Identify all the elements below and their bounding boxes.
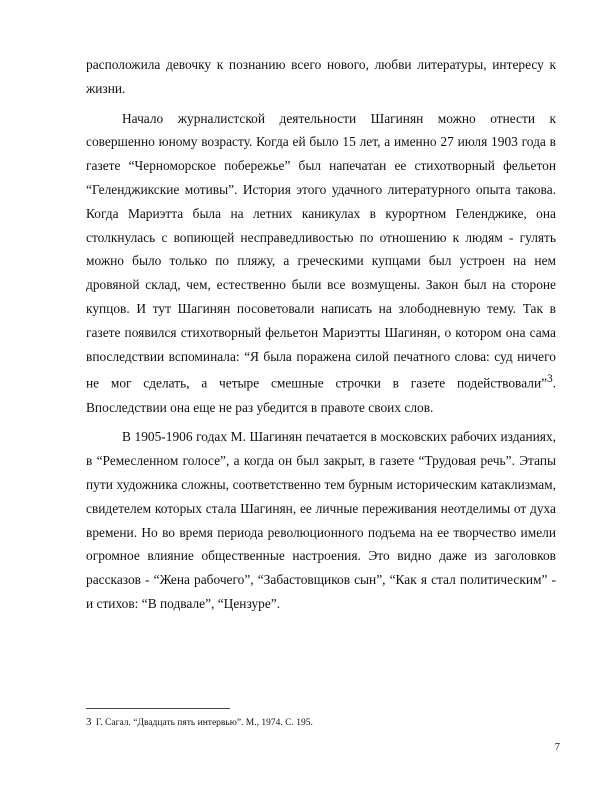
footnote-text: Г. Сагал. “Двадцать пять интервью”. М., 1974. С. 195.: [95, 718, 313, 728]
page-number: 7: [554, 742, 560, 753]
body-text: [86, 53, 556, 622]
footnote-separator: [86, 708, 230, 709]
paragraph-continuation: расположила девочку к познанию всего нового, любви литературы, интересу к жизни.: [86, 57, 556, 96]
paragraph-journalism-text: Начало журналистской деятельности Шагинян можно отнести к совершенно юному возрасту. Когда ей было 15 лет, а именно 27 июля 1903 года в газете “Черноморское побережье” был напечатан ее стихотворный фельетон “Геленджикские мотивы”. История этого удачного литературного опыта такова. Когда Мариэтта была на летних каникулах в курортном Геленджике, она столкнулась с вопиющей несправедливостью по отношению к людям - гулять можно было только по пляжу, а греческими купцами был устроен на нем дровяной склад, чем, естественно были все возмущены. Закон был на стороне купцов. И тут Шагинян посоветовали написать на злободневную тему. Так в газете появился стихотворный фельетон Мариэтты Шагинян, о котором она сама впоследствии вспоминала: “Я была поражена силой печатного слова: суд ничего не мог сделать, а четыре смешные строчки в газете подействовали”: [86, 110, 556, 391]
paragraph-1905-1906: В 1905-1906 годах М. Шагинян печатается в московских рабочих изданиях, в “Ремесленном голосе”, а когда он был закрыт, в газете “Трудовая речь”. Этапы пути художника сложны, соответственно тем бурным историческим катаклизмам, свидетелем которых стала Шагинян, ее личные переживания неотделимы от духа времени. Но во время периода революционного подъема на ее творчество имели огромное влияние общественные настроения. Это видно даже из заголовков рассказов - “Жена рабочего”, “Забастовщиков сын”, “Как я стал политическим” - и стихов: “В подвале”, “Цензуре”.: [86, 429, 556, 611]
footnote-reference[interactable]: 3: [547, 373, 553, 386]
footnote: [86, 716, 556, 730]
paragraph-journalism-tail: . Впоследствии она еще не раз убедится в правоте своих слов.: [86, 375, 556, 415]
footnote-number: 3: [86, 716, 92, 728]
paragraph-journalism-start: [86, 107, 556, 420]
